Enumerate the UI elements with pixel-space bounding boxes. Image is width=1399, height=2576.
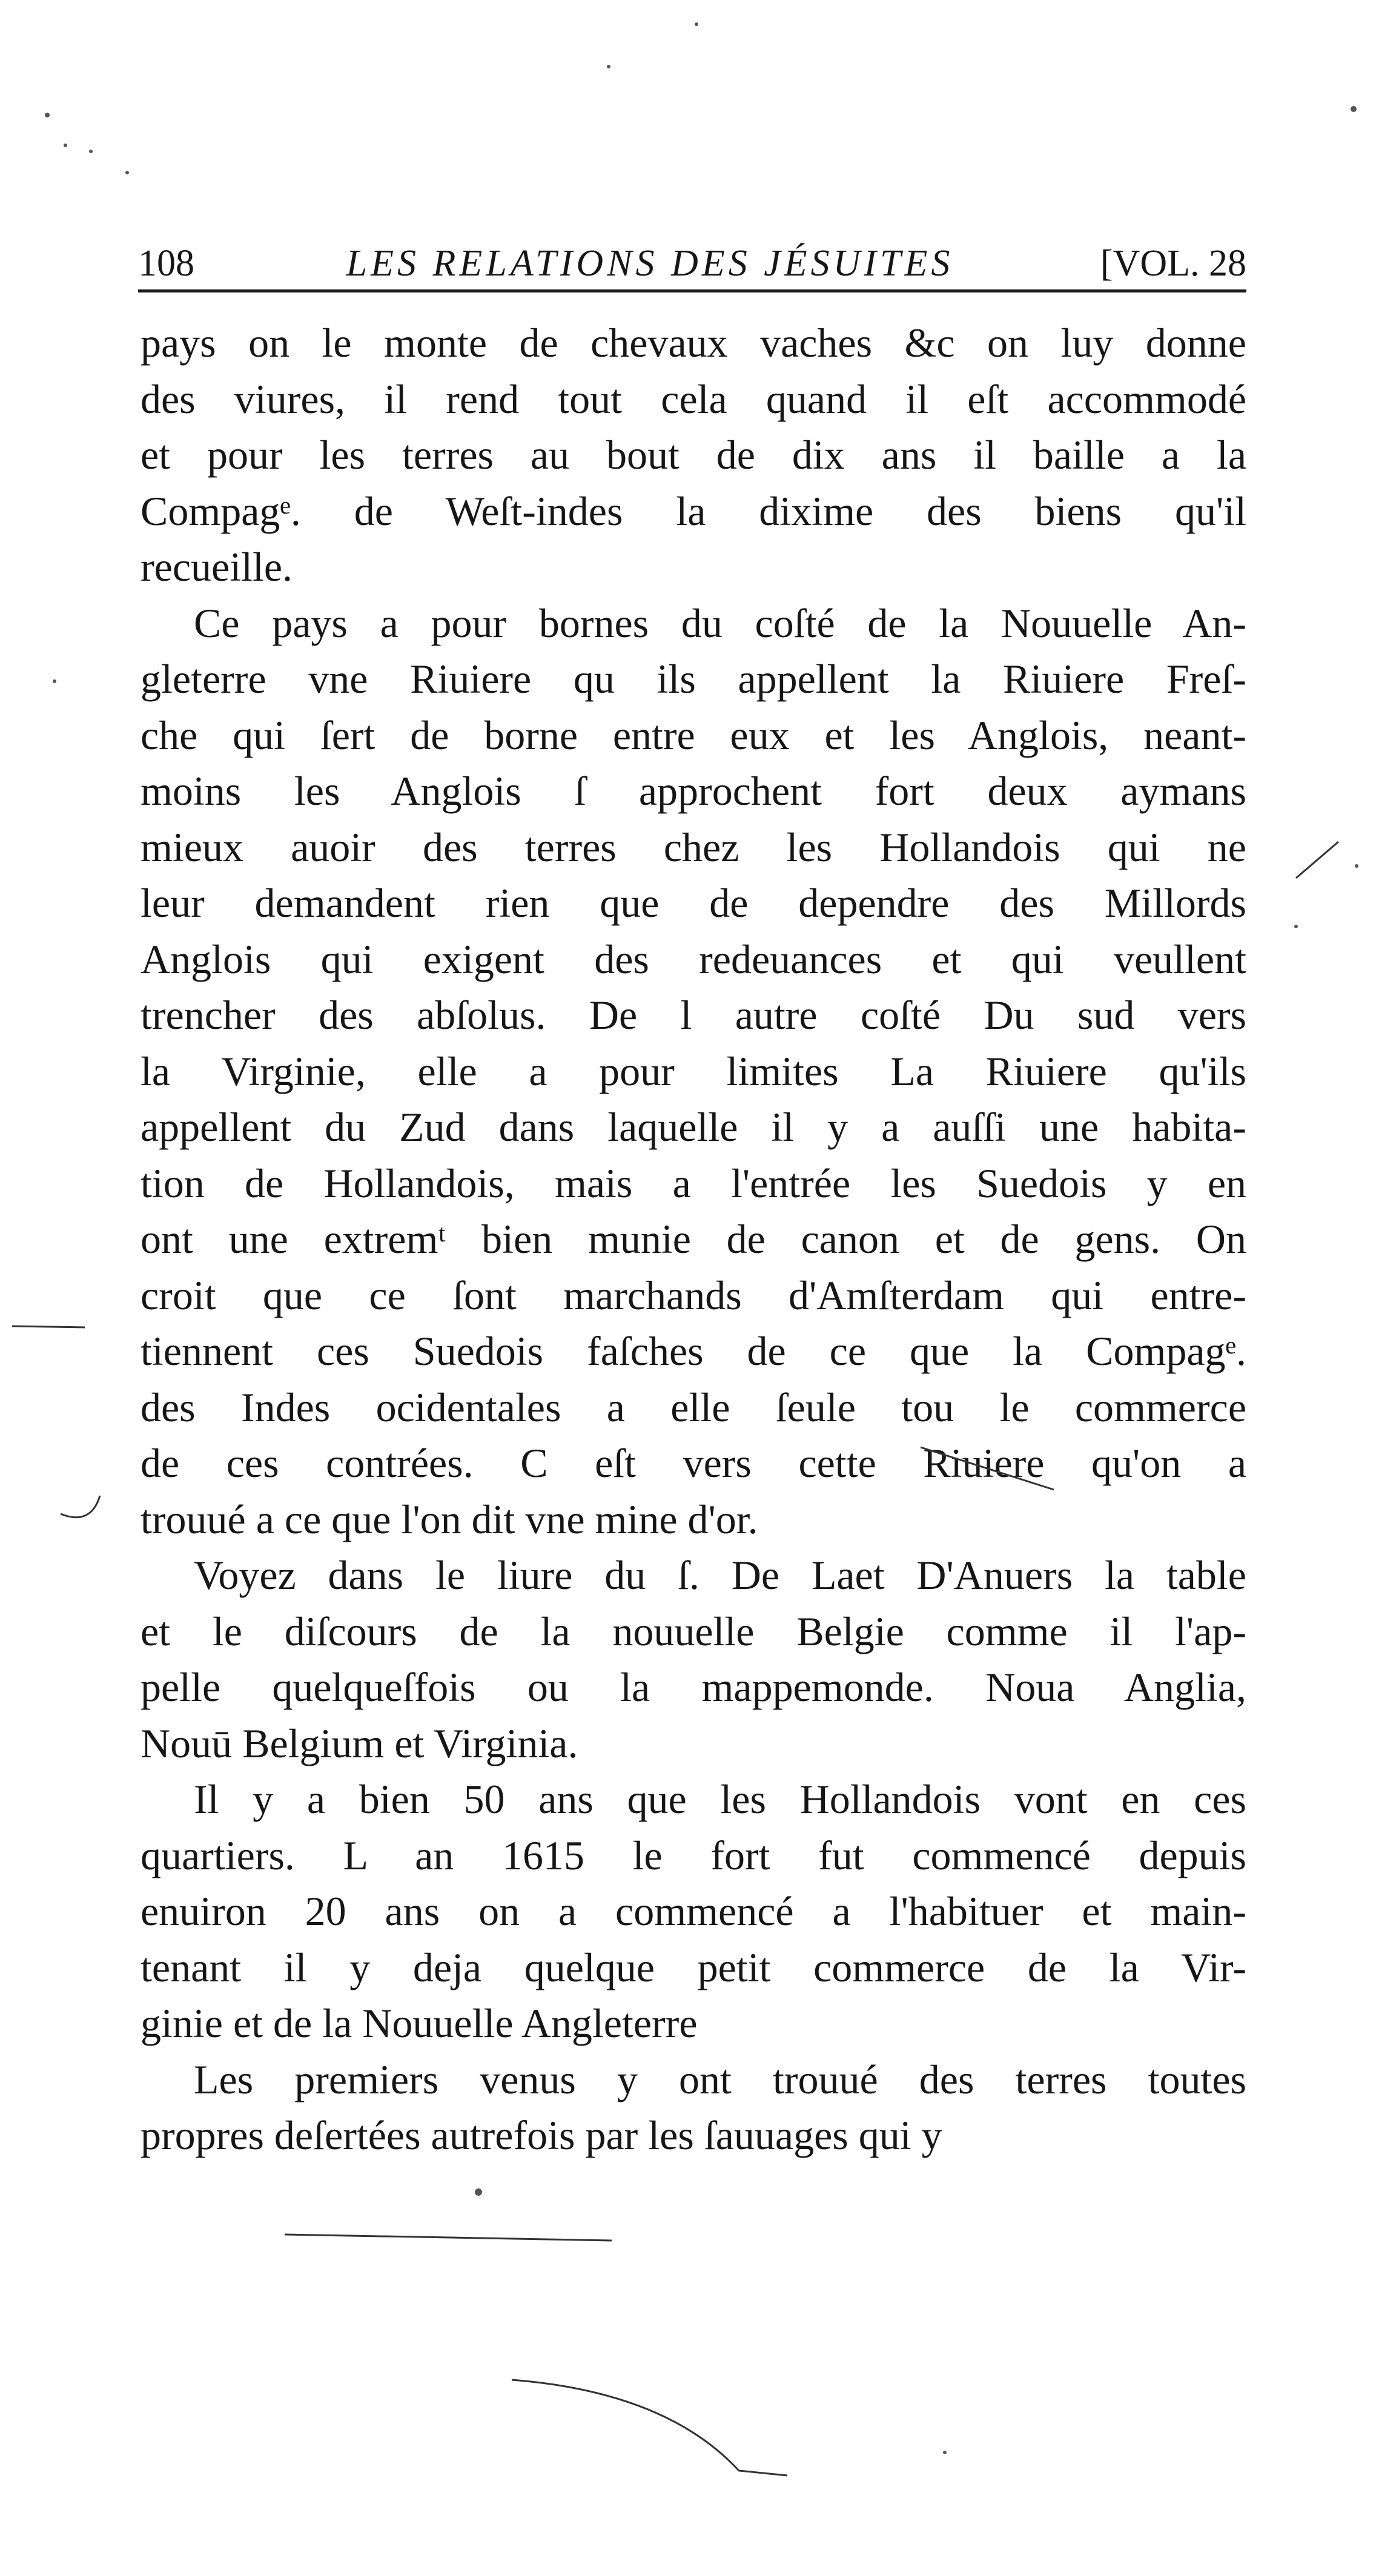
text-line: Compagᵉ. de Weſt-indes la dixime des biens qu'il xyxy=(141,487,1246,534)
text-line: enuiron 20 ans on a commencé a l'habituer et main- xyxy=(141,1888,1246,1934)
text-line: des viures, il rend tout cela quand il eſt accommodé xyxy=(141,375,1246,422)
body-text xyxy=(141,315,1246,2164)
paragraph xyxy=(141,595,1246,1548)
text-line: et pour les terres au bout de dix ans il baille a la xyxy=(141,432,1246,478)
text-line: et le diſcours de la nouuelle Belgie comme il l'ap- xyxy=(141,1608,1246,1654)
text-line: appellent du Zud dans laquelle il y a auſſi une habita- xyxy=(141,1104,1246,1150)
text-line: pelle quelqueſfois ou la mappemonde. Noua Anglia, xyxy=(141,1664,1246,1710)
header-rule xyxy=(138,289,1246,292)
text-line: trouué a ce que l'on dit vne mine d'or. xyxy=(141,1496,758,1542)
text-line: leur demandent rien que de dependre des Millords xyxy=(141,880,1246,926)
text-line: Nouū Belgium et Virginia. xyxy=(141,1720,578,1766)
text-line: tiennent ces Suedois faſches de ce que la Compagᵉ. xyxy=(141,1328,1246,1374)
text-line: Voyez dans le liure du ſ. De Laet D'Anuers la table xyxy=(194,1552,1246,1598)
paragraph xyxy=(141,2052,1246,2164)
text-line: ginie et de la Nouuelle Angleterre xyxy=(141,2000,698,2046)
text-line: ont une extremᵗ bien munie de canon et de gens. On xyxy=(141,1216,1246,1262)
book-title: LES RELATIONS DES JÉSUITES xyxy=(346,243,954,284)
volume-label: [VOL. 28 xyxy=(1100,243,1246,284)
text-line: croit que ce ſont marchands d'Amſterdam qui entre- xyxy=(141,1272,1246,1318)
text-line: propres deſertées autrefois par les ſauuages qui y xyxy=(141,2112,942,2158)
text-line: tion de Hollandois, mais a l'entrée les Suedois y en xyxy=(141,1160,1246,1206)
text-line: pays on le monte de chevaux vaches &c on luy donne xyxy=(141,320,1246,366)
text-line: Les premiers venus y ont trouué des terres toutes xyxy=(194,2056,1246,2102)
page-number: 108 xyxy=(138,243,194,284)
text-line: Anglois qui exigent des redeuances et qui veullent xyxy=(141,936,1246,982)
text-line: de ces contrées. C eſt vers cette Riuiere qu'on a xyxy=(141,1440,1246,1486)
text-line: la Virginie, elle a pour limites La Riuiere qu'ils xyxy=(141,1048,1246,1094)
text-line: trencher des abſolus. De l autre coſté Du sud vers xyxy=(141,992,1246,1038)
text-line: tenant il y deja quelque petit commerce de la Vir- xyxy=(141,1944,1246,1990)
text-line: mieux auoir des terres chez les Hollandois qui ne xyxy=(141,824,1246,870)
running-head xyxy=(138,216,1246,282)
text-line: des Indes ocidentales a elle ſeule tou le commerce xyxy=(141,1384,1246,1430)
text-line: moins les Anglois ſ approchent fort deux aymans xyxy=(141,768,1246,814)
text-line: quartiers. L an 1615 le fort fut commencé depuis xyxy=(141,1832,1246,1878)
text-line: Ce pays a pour bornes du coſté de la Nouuelle An- xyxy=(194,599,1246,646)
paragraph xyxy=(141,1771,1246,2052)
text-line: che qui ſert de borne entre eux et les Anglois, neant- xyxy=(141,712,1246,758)
text-line: Il y a bien 50 ans que les Hollandois vont en ces xyxy=(194,1776,1246,1822)
paragraph xyxy=(141,315,1246,595)
text-line: recueille. xyxy=(141,544,293,590)
paragraph xyxy=(141,1547,1246,1771)
text-line: gleterre vne Riuiere qu ils appellent la Riuiere Freſ- xyxy=(141,656,1246,702)
